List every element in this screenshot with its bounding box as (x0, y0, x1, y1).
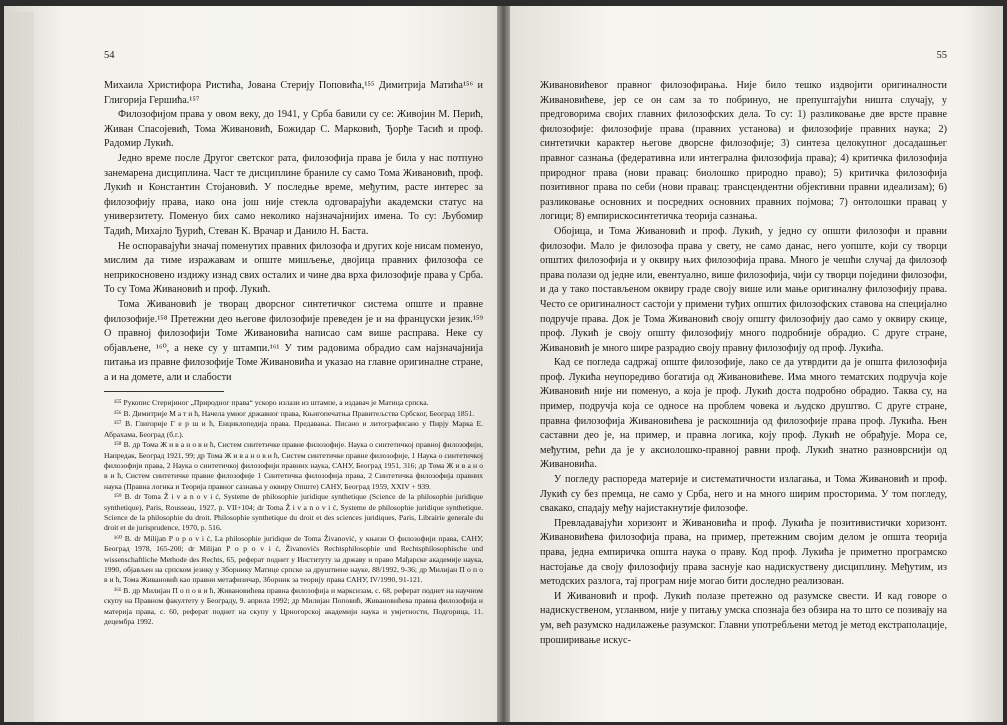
paragraph: Једно време после Другог светског рата, филозофија права је била у нас потпуно занемарена дисциплина. Част те дисциплине браниле су само Тома Живановић, проф. Лукић и Константин Стојановић. У последње време, међутим, расте интерес за филозофију права, иако она још није стекла одговарајући академски статус на универзитету. Поменуо бих само неколико најзначајнијих имена. То су: Љубомир Тадић, Михајло Ђурић, Стеван К. Врачар и Данило Н. Баста. (104, 152, 483, 237)
footnotes (104, 398, 483, 627)
footnote: ¹⁵⁹ В. dr Toma Ž i v a n o v i ć, Systeme de philosophie juridique synthetique (Science de la philosophie juridique synthetique), Paris, Rousseau, 1927, p. VII+104; dr Toma Ž i v a n o v i ć, Systeme de philosophie juridique synthetique. Science de la philosophie du droit. Philosophie synthetique du droit et des sciences juridiques, Paris, Librairie generale du droit et de jurisprudence, 1970, p. 516. (104, 492, 483, 533)
footnote: ¹⁵⁷ В. Глигорије Г е р ш и ћ, Енциклопедија права. Предавања. Писано и литографисано у Пирју Марка Е. Абрахама, Београд (б.г.). (104, 419, 483, 439)
paragraph: Кад се погледа садржај опште филозофије, лако се да утврдити да је општа филозофија проф. Лукића неупоредиво богатија од Живановићеве. Има много тематских подручја које Живановић није ни поменуо, а која је проф. Лукић доста подробно обрадио. Таква су, на пример, подручја која се односе на проблем човека и људско друштво. С друге стране, правна филозофија Живановићева је раскошнија од филозофије права проф. Лукића. Њен саставни део је, на пример, и правна логика, коју проф. Лукић не обрађује. Мора се, међутим, рећи да је у аксиолошко-правној равни проф. Лукић знатно разноврснији од Живановића. (540, 357, 947, 471)
footnote: ¹⁵⁵ Рукопис Стеријиног „Природног права“ ускоро излази из штампе, а издавач је Матица српска. (114, 398, 429, 408)
paragraph: Живановићевог правног филозофирања. Није било тешко издвојити оригиналности Живановићеве, јер се он сам за то побринуо, не препуштајући ништа случају, у предговорима својих главних филозофских дела. То су: 1) разликовање две врсте правне филозофије: филозофије права (правних установа) и филозофије правних наука; 2) синтетички карактер његове дворсне филозофије; 3) синтеза целокупног досадашњег правног сазнања (федеративна или интегрална филозофија права); 4) критичка филозофија природног права (нови правац: биолошко природно право); 5) критичка филозофија позитивног права по себи (нови правац: трансцендентни објективни правни идеализам); 6) разликовање основних и посредних основних правних појмова; 7) онтолошки правац у логици; 8) емпирискосинтетичка теорија сазнања. (540, 80, 947, 223)
page-edges (4, 12, 34, 722)
paragraph: Превладавајући хоризонт и Живановића и проф. Лукића је позитивистички хоризонт. Живановићева филозофија права, на пример, претежним својим делом је општа теорија права, једна емпиричка општа наука о праву. Код проф. Лукића је приметно програмско настојање да своју филозофију права заснује као надискуствену дисциплину. Међутим, из методских разлога, тај програм није могао бити доследно реализован. (540, 517, 947, 588)
paragraph: Тома Живановић је творац дворсног синтетичког система опште и правне филозофије.¹⁵⁸ Претежни део његове филозофије преведен је и на француски језик.¹⁵⁹ О правној филозофији Томе Живановића написао сам више расправа. Неке су објављене, ¹⁶⁰, а неке су у штампи.¹⁶¹ У тим радовима обрадио сам најзначајнија питања из правне филозофије Томе Живановића и указао на главне оригиналне стране, а и на домете, али и слабости (104, 298, 483, 383)
right-page (510, 6, 1003, 722)
footnote: ¹⁵⁶ В. Димитрије М а т и ћ, Начела умног државног права, Књигопечатња Правитељства Србског, Београд 1851. (114, 408, 475, 418)
paragraph: Обојица, и Тома Живановић и проф. Лукић, у једно су општи филозофи и правни филозофи. Мало је филозофа права у свету, не само данас, него уопште, који су творци општих филозофија и у оквиру њих филозофија права. Много је чешћи случај да филозоф права полази од једне или, евентуално, више филозофија, чији су творци поједини филозофи, и да у тако постављеном оквиру граде своју више или мање оригиналну филозофију права. Често се оригиналност састоји у примени туђих општих филозофских ставова на специјално подручје права. Док је Тома Живановић своју општу филозофију дао само у оквиру скице, проф. Лукић је своју општу филозофију много подробније обрадио. С друге стране, Живановић је много шире разрадио своју правну филозофију од проф. Лукића. (540, 225, 947, 354)
paragraph: И Живановић и проф. Лукић полазе претежно од разумске свести. И кад говоре о надискуственом, угланвом, није у питању умска спознаја без обзира на то што се позивају на ум, већ разумско надилажење разумског. Главни употребљени метод је метод екстраполације, проширивање искус- (540, 590, 947, 646)
footnote: ¹⁶⁰ В. dr Milijan P o p o v i ć, La philosophie juridique de Toma Živanović, у књизи О филозофији права, САНУ, Београд 1978, 165-200; dr Milijan P o p o v i ć, Živanovićs Rechtsphilosophie und Rechtsphilosophische und wissenschaftliche Methode des Rechts, 65, реферат поднет у Институту за државу и право Мађарске академије наука, 1990, објављен на српском језику у Зборнику Матице српске за друштвене науке, 88/1992, 9-36; др Милијан П о п о в и ћ, Тома Живановић као правни метафизичар, Зборник за теорију права САНУ, IV/1990, 91-121. (104, 533, 483, 585)
paragraph: Филозофијом права у овом веку, до 1941, у Срба бавили су се: Живојин М. Перић, Живан Спасојевић, Тома Живановић, Божидар С. Марковић, Ђорђе Тасић и проф. Радомир Лукић. (104, 109, 483, 150)
footnote: ¹⁵⁸ В. др Тома Ж и в а н о в и ћ, Систем синтетичке правне филозофије. Наука о синтетичкој правној филозофији, Напредак, Београд 1921, 99; др Тома Ж и в а н о в и ћ, Систем синтетичке правне филозофије, 1 Наука о синтетичкој филозофији права, 2 Наука о синтетичкој филозофији правних наука, САНУ, Београд 1951, 316; др Тома Ж и в а н о в и ћ, Систем синтетичке правне филозофије 1 Синтетичка филозофија права, 2 Синтетичка филозофија правних наука (Правна логика и Теорија правног сазнања у оквиру Опште) САНУ, Београд 1959, XXIV + 939. (104, 440, 483, 491)
paragraph: Не оспоравајући значај поменутих правних филозофа и других које нисам поменуо, мислим да тиме изражавам и опште мишљење, двојица правних филозофа се неприкосновено издижу изнад свих осталих и чине два врха филозофије права у Срба. То су Тома Живановић и проф. Лукић. (104, 240, 483, 296)
right-page-body (540, 79, 947, 648)
paragraph: У погледу распореда материје и систематичности излагања, и Тома Живановић и проф. Лукић су без премца, не само у Срба, него и на много ширим просторима. У том погледу, свакако, спадају међу најистакнутије филозофе. (540, 474, 947, 515)
paragraph: Михаила Христифора Ристића, Јована Стерију Поповића,¹⁵⁵ Димитрија Матића¹⁵⁶ и Глигорија Гершића.¹⁵⁷ (104, 80, 483, 106)
left-page-body (104, 79, 483, 385)
book-gutter (497, 6, 510, 722)
footnote-divider (104, 391, 224, 392)
footnote: ¹⁶¹ В. др Милијан П о п о в и ћ, Живановићева правна филозофија и марксизам, с. 68, реферат поднет на научном скупу на Правном факултету у Београду, 9. априла 1992; др Милијан Поповић, Живановићева правна филозофија и материја права, с. 60, реферат поднет на скупу у Црногорској академији наука и умјетности, Подгорица, 11. децембра 1992. (104, 585, 483, 626)
left-page (4, 6, 497, 722)
page-number-right: 55 (936, 50, 947, 61)
page-number-left: 54 (104, 50, 115, 61)
